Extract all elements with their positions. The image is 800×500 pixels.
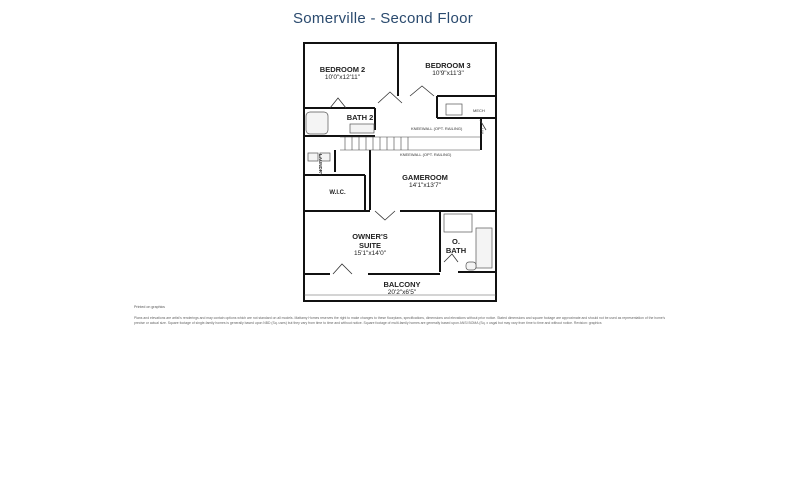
obath-label bbox=[442, 237, 470, 255]
stairs bbox=[340, 137, 480, 150]
linen-label: LIN bbox=[480, 128, 485, 135]
bedroom3-label bbox=[418, 61, 478, 78]
bedroom3-name: BEDROOM 3 bbox=[425, 61, 471, 70]
mech-unit bbox=[446, 104, 462, 115]
printed-note: Printed on graphics bbox=[134, 305, 165, 309]
toilet bbox=[466, 262, 476, 270]
washer bbox=[308, 153, 318, 161]
railing-bottom-label: KNEEWALL (OPT. RAILING) bbox=[400, 152, 452, 157]
bath2-name: BATH 2 bbox=[346, 113, 374, 122]
plan-title-text: Somerville - Second Floor bbox=[292, 10, 474, 27]
balcony-dim: 20'2"x6'5" bbox=[387, 289, 417, 296]
owners-suite-line2: SUITE bbox=[358, 241, 382, 250]
gameroom-name: GAMEROOM bbox=[402, 173, 448, 182]
bath2-vanity bbox=[350, 124, 374, 133]
balcony-label bbox=[370, 280, 434, 297]
wic-label bbox=[320, 189, 355, 198]
disclaimer-text: Plans and elevations are artist's renderings and may contain options which are not standard on all models. Mattamy Homes reserves the right to make changes to these floorplans, specifications, dimensions and elevations without prior notice. Stated dimensions and square footage are approximate and should not be used as representation of the home's precise or actual size. Square footage of single-family homes is generally based upon NBD (Sq. uses) but they vary from time to time and without notice. Square footage of multi-family homes are generally based upon ANSI BOMA (Sq. x usgal but may vary from time to time and without notice. Revision: graphics bbox=[134, 316, 666, 325]
owners-suite-dim: 15'1"x14'0" bbox=[353, 250, 387, 257]
bath2-label bbox=[340, 113, 380, 122]
bedroom2-name: BEDROOM 2 bbox=[319, 65, 366, 74]
owners-suite-label bbox=[340, 232, 400, 258]
owners-suite-line1: OWNER'S bbox=[352, 232, 388, 241]
bedroom3-dim: 10'9"x11'3" bbox=[432, 70, 464, 77]
bedroom2-label bbox=[315, 65, 370, 82]
gameroom-dim: 14'1"x13'7" bbox=[408, 182, 442, 189]
wic-name: W.I.C. bbox=[329, 190, 346, 196]
obath-shower bbox=[444, 214, 472, 232]
obath-line2: BATH bbox=[445, 246, 467, 255]
balcony-name: BALCONY bbox=[383, 280, 421, 289]
laundry-label: LAUNDRY bbox=[318, 154, 323, 176]
obath-vanity bbox=[476, 228, 492, 268]
obath-line1: O. bbox=[452, 237, 460, 246]
gameroom-label bbox=[395, 173, 455, 190]
bathtub bbox=[306, 112, 328, 134]
railing-top-label: KNEEWALL (OPT. RAILING) bbox=[411, 126, 463, 131]
bedroom2-dim: 10'0"x12'11" bbox=[324, 74, 361, 81]
mech-label: MECH bbox=[473, 108, 485, 113]
